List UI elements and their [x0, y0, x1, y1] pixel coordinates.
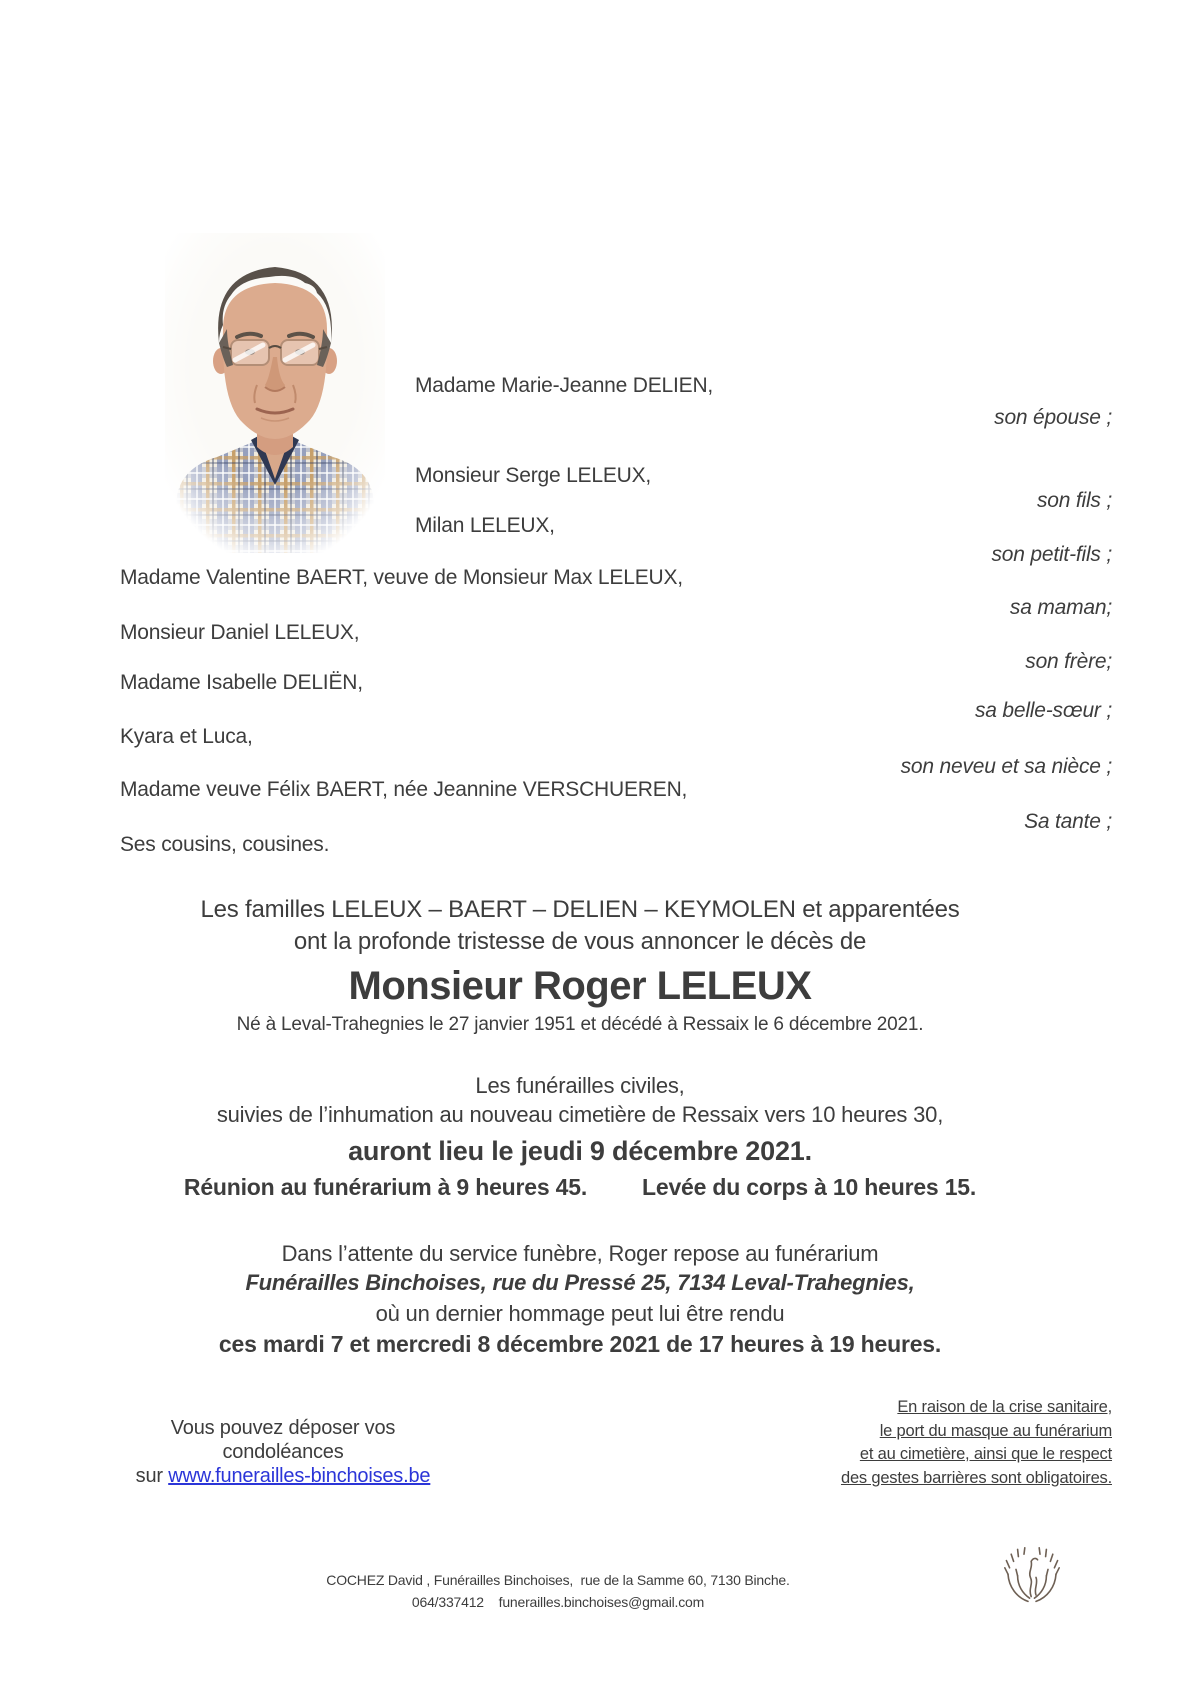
condolences-line: Vous pouvez déposer vos condoléances: [170, 1417, 396, 1463]
sadness-line: ont la profonde tristesse de vous annoncer le décès de: [293, 928, 867, 955]
relation-label: son frère;: [1025, 650, 1112, 673]
ceremony-line-2: suivies de l’inhumation au nouveau cimetière de Ressaix vers 10 heures 30,: [216, 1102, 944, 1127]
deceased-name: Monsieur Roger LELEUX: [348, 964, 812, 1008]
condolences-prefix: sur: [135, 1465, 169, 1487]
removal-time: Levée du corps à 10 heures 15.: [642, 1174, 977, 1200]
relation-name: Madame Valentine BAERT, veuve de Monsieur Max LELEUX,: [120, 566, 683, 589]
funeral-home-address: Funérailles Binchoises, rue du Pressé 25, 7134 Leval-Trahegnies,: [245, 1270, 915, 1295]
relation-label: sa maman;: [1009, 596, 1112, 619]
ceremony-schedule-line: [0, 1174, 1160, 1201]
relation-label: Sa tante ;: [1024, 810, 1112, 833]
relation-label: son épouse ;: [994, 406, 1112, 429]
relation-label: son neveu et sa nièce ;: [900, 755, 1112, 778]
condolences-website-link[interactable]: www.funerailles-binchoises.be: [168, 1465, 431, 1487]
meeting-time: Réunion au funérarium à 9 heures 45.: [183, 1174, 588, 1200]
relation-name: Monsieur Daniel LELEUX,: [120, 621, 360, 644]
covid-notice-line: des gestes barrières sont obligatoires.: [840, 1468, 1112, 1487]
relation-name: Milan LELEUX,: [415, 514, 555, 537]
covid-notice-line: le port du masque au funérarium: [879, 1421, 1112, 1440]
condolences-link-line: [117, 1464, 449, 1488]
ceremony-date-line: auront lieu le jeudi 9 décembre 2021.: [348, 1136, 812, 1166]
birth-death-line: Né à Leval-Trahegnies le 27 janvier 1951 et décédé à Ressaix le 6 décembre 2021.: [236, 1014, 924, 1035]
covid-notice-block: [841, 1396, 1112, 1490]
covid-notice-line: En raison de la crise sanitaire,: [897, 1398, 1112, 1416]
visitation-line-1: Dans l’attente du service funèbre, Roger repose au funérarium: [281, 1241, 879, 1266]
ceremony-line-1: Les funérailles civiles,: [475, 1073, 685, 1098]
relation-label: sa belle-sœur ;: [974, 699, 1112, 722]
families-line: Les familles LELEUX – BAERT – DELIEN – KEYMOLEN et apparentées: [200, 896, 960, 923]
condolences-block: [117, 1416, 449, 1488]
funeral-home-contact-line: COCHEZ David , Funérailles Binchoises, rue de la Samme 60, 7130 Binche.: [326, 1572, 790, 1588]
relation-name: Kyara et Luca,: [120, 725, 253, 748]
funeral-home-phone-email-line: 064/337412 funerailles.binchoises@gmail.com: [411, 1594, 705, 1610]
relation-name: Ses cousins, cousines.: [120, 833, 330, 856]
relation-name: Monsieur Serge LELEUX,: [415, 464, 652, 487]
covid-notice-line: et au cimetière, ainsi que le respect: [859, 1445, 1112, 1463]
relation-label: son petit-fils ;: [991, 543, 1112, 566]
visitation-days-line: ces mardi 7 et mercredi 8 décembre 2021 de 17 heures à 19 heures.: [218, 1331, 942, 1357]
relation-name: Madame Marie-Jeanne DELIEN,: [415, 374, 714, 397]
relation-name: Madame veuve Félix BAERT, née Jeannine VERSCHUEREN,: [120, 778, 688, 801]
deceased-portrait-photo: [165, 233, 385, 553]
funeral-home-logo: [996, 1546, 1068, 1612]
visitation-line-3: où un dernier hommage peut lui être rendu: [375, 1301, 785, 1326]
portrait-illustration: [165, 233, 385, 553]
relation-name: Madame Isabelle DELIËN,: [120, 671, 363, 694]
relation-label: son fils ;: [1036, 489, 1112, 512]
dove-wings-icon: [996, 1546, 1068, 1612]
